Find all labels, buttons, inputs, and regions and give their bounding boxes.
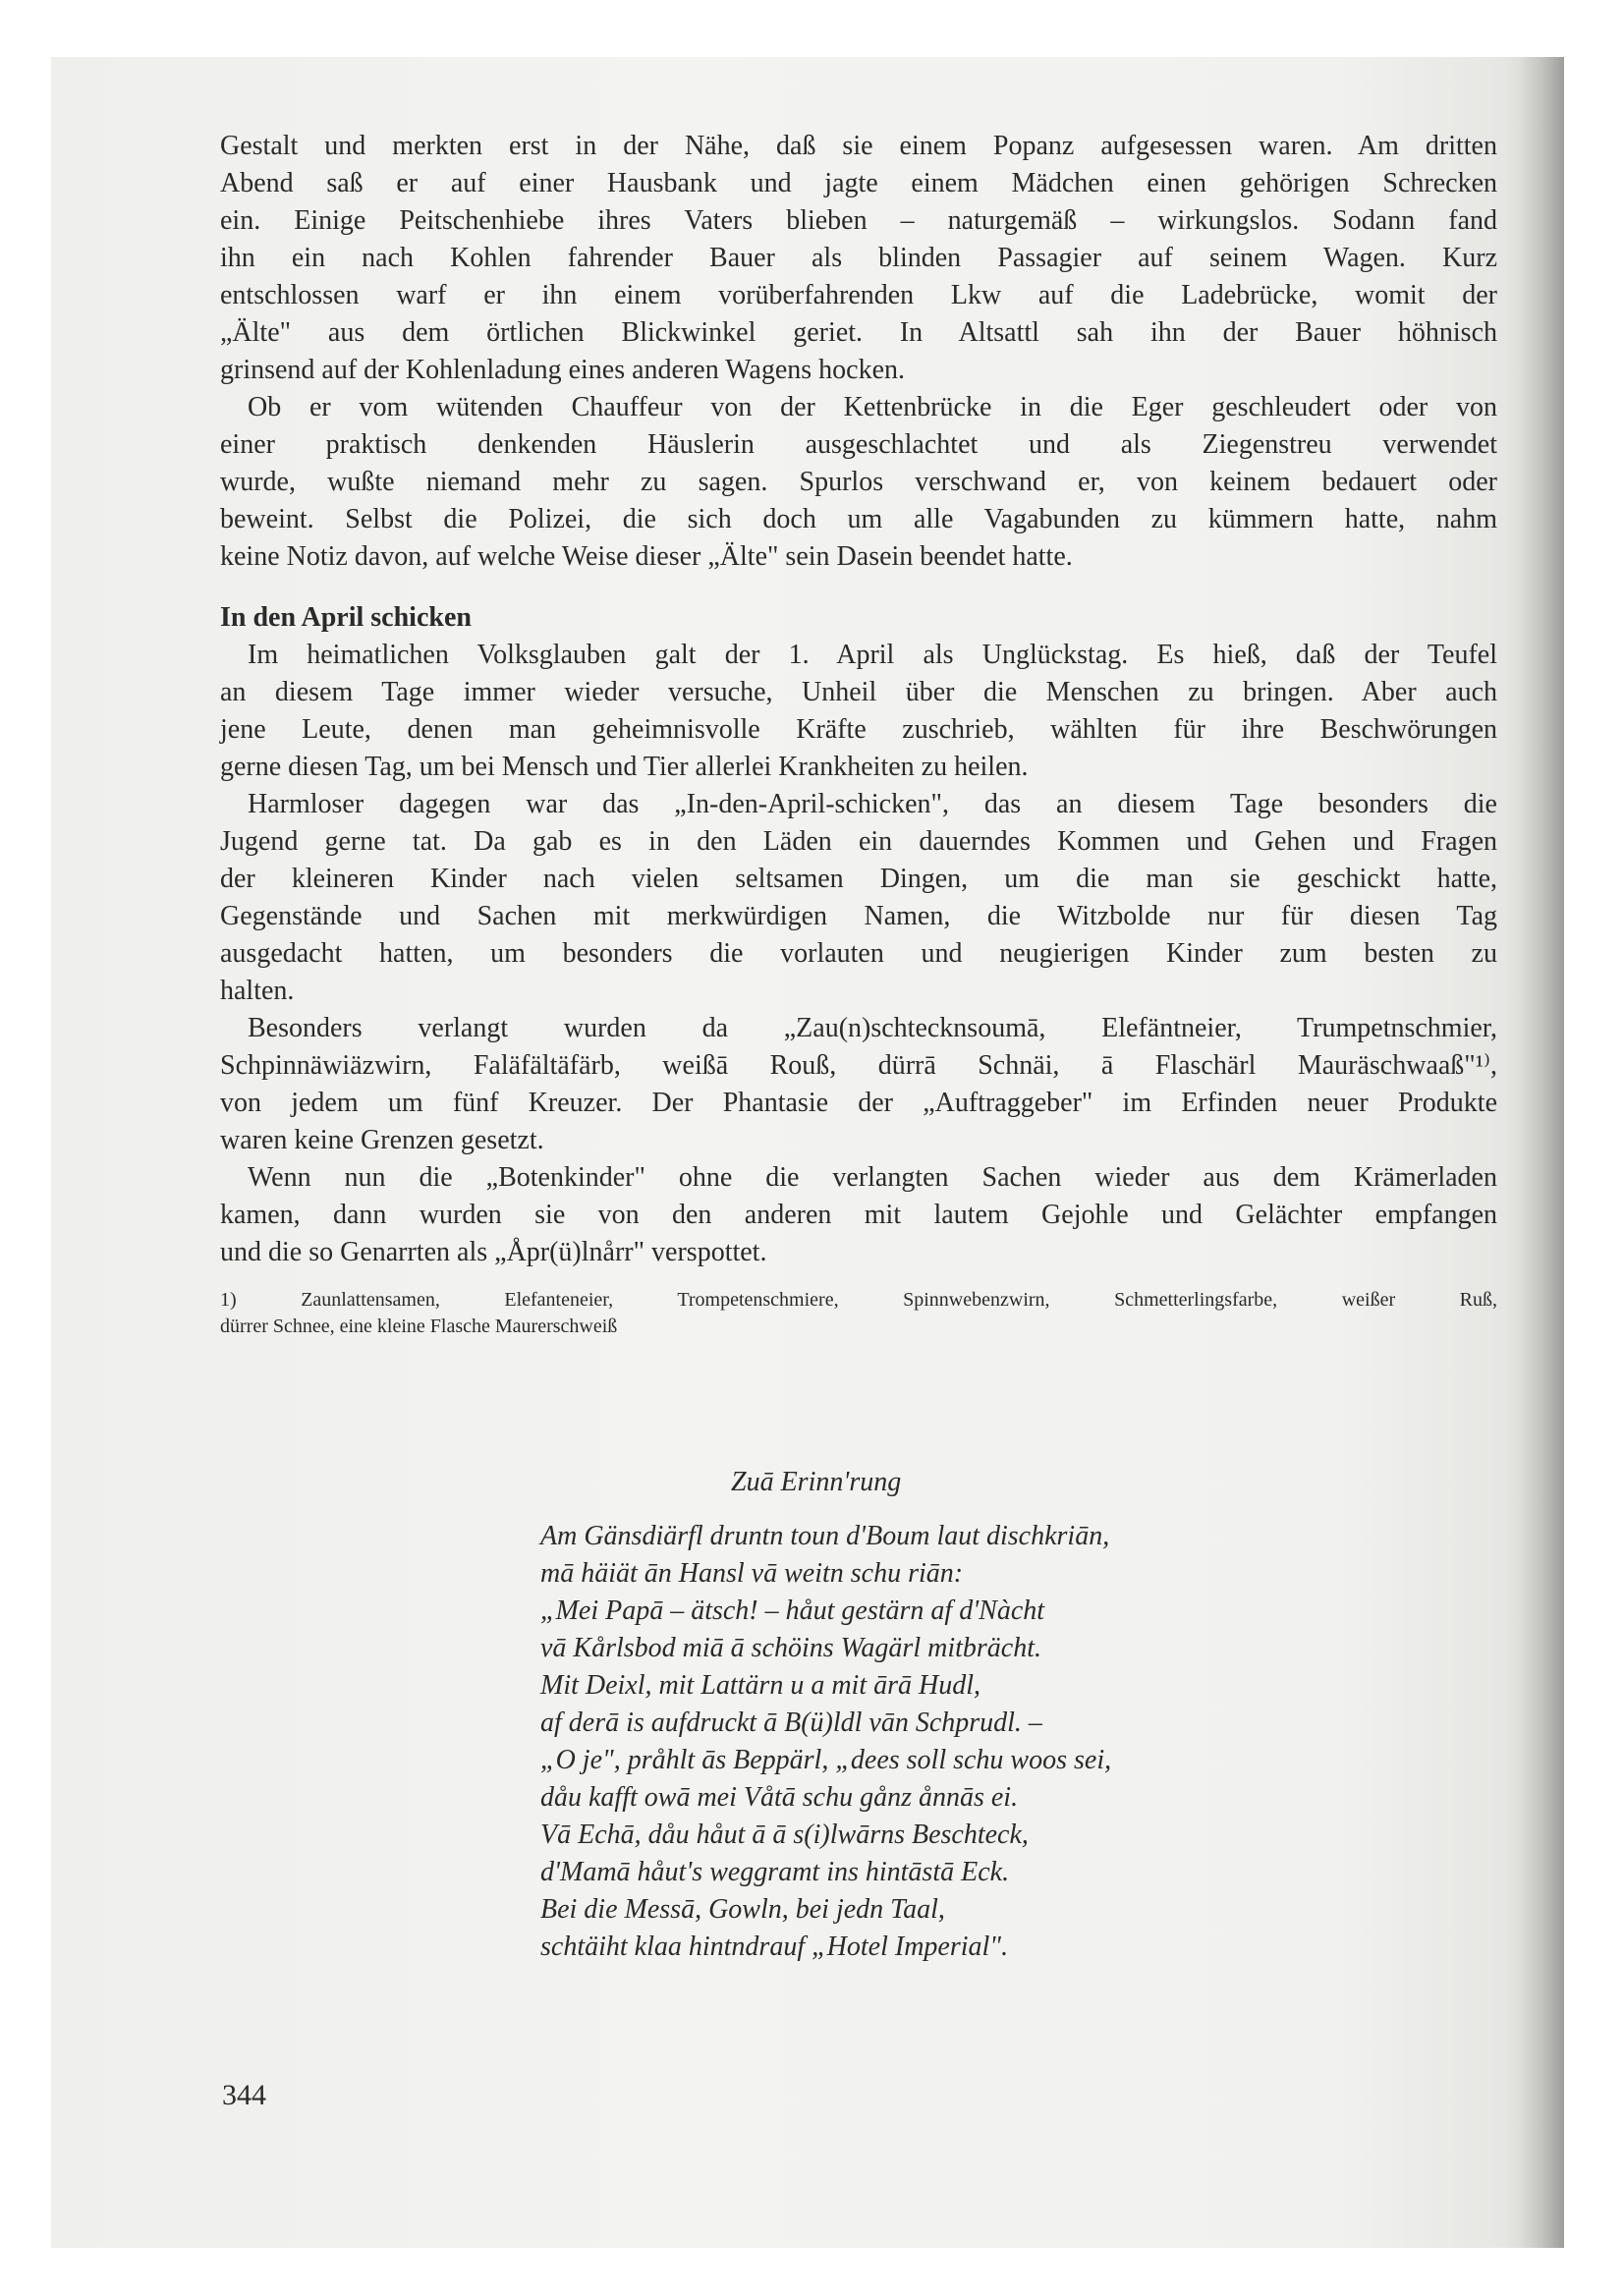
poem-line: mā häiät ān Hansl vā weitn schu riān: <box>540 1558 964 1589</box>
text-line: Besonders verlangt wurden da „Zau(n)schtecknsoumā, Elefäntneier, Trumpetnschmier, <box>248 1013 1497 1043</box>
text-line: Jugend gerne tat. Da gab es in den Läden ein dauerndes Kommen und Gehen und Fragen <box>220 826 1497 857</box>
poem-title: Zuā Erinn'rung <box>731 1467 902 1497</box>
poem-line: vā Kårlsbod miā ā schöins Wagärl mitbrächt. <box>540 1633 1041 1663</box>
section-paragraph-4 <box>220 1159 1497 1271</box>
section-paragraph-2 <box>220 786 1497 1010</box>
poem-line: Mit Deixl, mit Lattärn u a mit ārā Hudl, <box>540 1670 980 1701</box>
poem-line: d'Mamā håut's weggramt ins hintāstā Eck. <box>540 1857 1010 1887</box>
poem-line: af derā is aufdruckt ā B(ü)ldl vān Schprudl. – <box>540 1708 1042 1738</box>
text-line: der kleineren Kinder nach vielen seltsamen Dingen, um die man sie geschickt hatte, <box>220 864 1497 894</box>
page-edge-shadow <box>1519 57 1564 2248</box>
poem-line: „O je", pråhlt ās Beppärl, „dees soll schu woos sei, <box>540 1745 1112 1775</box>
text-line: keine Notiz davon, auf welche Weise dieser „Älte" sein Dasein beendet hatte. <box>220 541 1073 572</box>
text-line: ein. Einige Peitschenhiebe ihres Vaters blieben – naturgemäß – wirkungslos. Sodann fand <box>220 205 1497 236</box>
footnote-line: 1) Zaunlattensamen, Elefanteneier, Trompetenschmiere, Spinnwebenzwirn, Schmetterlingsfarbe, weißer Ruß, <box>220 1289 1497 1311</box>
poem-line: Bei die Messā, Gowln, bei jedn Taal, <box>540 1894 945 1925</box>
poem <box>540 1518 1425 1966</box>
poem-line: dåu kafft owā mei Våtā schu gånz ånnās ei. <box>540 1782 1019 1813</box>
section-paragraph-1 <box>220 637 1497 786</box>
text-line: ausgedacht hatten, um besonders die vorlauten und neugierigen Kinder zum besten zu <box>220 938 1497 969</box>
poem-line: Vā Echā, dåu håut ā ā s(i)lwārns Beschteck, <box>540 1820 1029 1850</box>
text-line: Ob er vom wütenden Chauffeur von der Kettenbrücke in die Eger geschleudert oder von <box>248 392 1497 422</box>
text-line: ihn ein nach Kohlen fahrender Bauer als blinden Passagier auf seinem Wagen. Kurz <box>220 243 1497 273</box>
poem-line: schtäiht klaa hintndrauf „Hotel Imperial". <box>540 1932 1009 1962</box>
text-line: Schpinnäwiäzwirn, Faläfältäfärb, weißā Rouß, dürrā Schnäi, ā Flaschärl Mauräschwaaß"¹⁾, <box>220 1050 1497 1081</box>
text-line: Wenn nun die „Botenkinder" ohne die verlangten Sachen wieder aus dem Krämerladen <box>248 1162 1497 1193</box>
footnote <box>220 1287 1497 1340</box>
section-heading: In den April schicken <box>220 602 472 633</box>
intro-paragraph <box>220 128 1497 389</box>
text-line: entschlossen warf er ihn einem vorüberfahrenden Lkw auf die Ladebrücke, womit der <box>220 280 1497 310</box>
text-line: von jedem um fünf Kreuzer. Der Phantasie der „Auftraggeber" im Erfinden neuer Produkte <box>220 1088 1497 1118</box>
page-number: 344 <box>222 2079 266 2111</box>
text-line: Abend saß er auf einer Hausbank und jagte einem Mädchen einen gehörigen Schrecken <box>220 168 1497 198</box>
footnote-line: dürrer Schnee, eine kleine Flasche Maurerschweiß <box>220 1316 618 1337</box>
text-line: jene Leute, denen man geheimnisvolle Kräfte zuschrieb, wählten für ihre Beschwörungen <box>220 714 1497 745</box>
text-line: grinsend auf der Kohlenladung eines anderen Wagens hocken. <box>220 355 905 385</box>
text-line: gerne diesen Tag, um bei Mensch und Tier allerlei Krankheiten zu heilen. <box>220 752 1029 782</box>
text-line: „Älte" aus dem örtlichen Blickwinkel geriet. In Altsattl sah ihn der Bauer höhnisch <box>220 317 1497 348</box>
text-line: waren keine Grenzen gesetzt. <box>220 1125 544 1155</box>
text-line: und die so Genarrten als „Åpr(ü)lnårr" verspottet. <box>220 1237 767 1267</box>
second-paragraph <box>220 389 1497 576</box>
poem-line: Am Gänsdiärfl druntn toun d'Boum laut dischkriān, <box>540 1521 1110 1551</box>
text-line: Gegenstände und Sachen mit merkwürdigen Namen, die Witzbolde nur für diesen Tag <box>220 901 1497 931</box>
section-paragraph-3 <box>220 1010 1497 1159</box>
text-line: Gestalt und merkten erst in der Nähe, daß sie einem Popanz aufgesessen waren. Am dritten <box>220 131 1497 161</box>
text-line: Im heimatlichen Volksglauben galt der 1. April als Unglückstag. Es hieß, daß der Teufel <box>248 640 1497 670</box>
text-line: wurde, wußte niemand mehr zu sagen. Spurlos verschwand er, von keinem bedauert oder <box>220 467 1497 497</box>
text-line: einer praktisch denkenden Häuslerin ausgeschlachtet und als Ziegenstreu verwendet <box>220 429 1497 460</box>
text-line: an diesem Tage immer wieder versuche, Unheil über die Menschen zu bringen. Aber auch <box>220 677 1497 707</box>
main-text <box>220 128 1497 1340</box>
text-line: beweint. Selbst die Polizei, die sich doch um alle Vagabunden zu kümmern hatte, nahm <box>220 504 1497 534</box>
text-line: Harmloser dagegen war das „In-den-April-schicken", das an diesem Tage besonders die <box>248 789 1497 819</box>
text-line: halten. <box>220 976 295 1006</box>
text-line: kamen, dann wurden sie von den anderen mit lautem Gejohle und Gelächter empfangen <box>220 1200 1497 1230</box>
poem-line: „Mei Papā – ätsch! – håut gestärn af d'Nàcht <box>540 1596 1045 1626</box>
